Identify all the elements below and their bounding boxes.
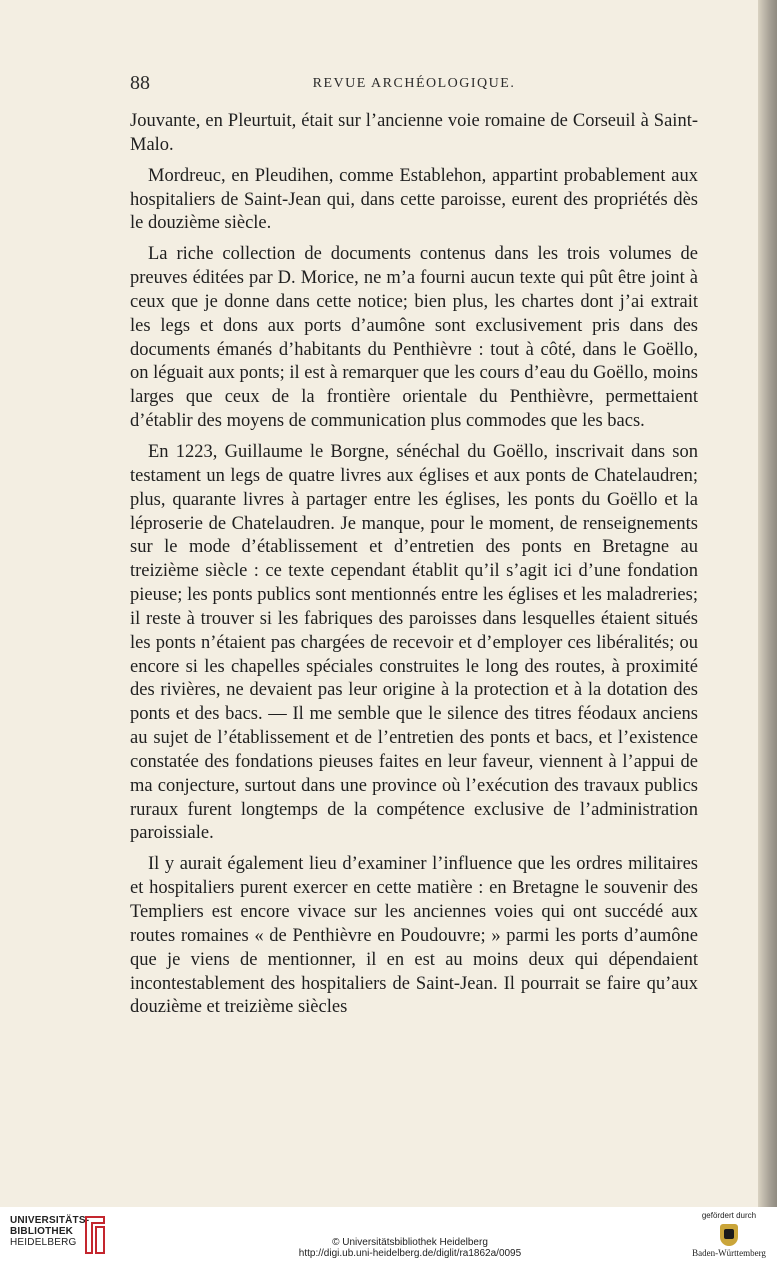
page-number: 88 xyxy=(130,72,150,94)
state-coat-of-arms-icon xyxy=(720,1224,738,1246)
page-edge-shadow xyxy=(758,0,777,1207)
copyright-text: © Universitätsbibliothek Heidelberg xyxy=(332,1237,488,1248)
paragraph-4: En 1223, Guillaume le Borgne, sénéchal du Goëllo, inscrivait dans son testament un legs de quatre livres aux églises et aux ponts de Chatelaudren; plus, quarante livres à partager entre les églises, les ponts du Goëllo et la léproserie de Chatelaudren. Je manque, pour le moment, de renseignements sur le mode d’établissement et d’entretien des ponts en Bretagne au treizième siècle : ce texte cependant établit qu’il s’agit ici d’une fondation pieuse; les ponts publics sont mentionnés entre les églises et les maladreries; il reste à trouver si les fabriques des paroisses dans lesquelles étaient situés les ponts n’étaient pas chargées de recevoir et d’employer ces libéralités; ou encore si les chapelles spéciales construites le long des routes, à proximité des rivières, ne devaient pas leur origine à la protection et à la dotation des ponts et des bacs. — Il me semble que le silence des titres féodaux anciens au sujet de l’établissement et de l’entretien des ponts et bacs, et l’existence constatée des fondations pieuses faites en leur faveur, viennent à l’appui de ma conjecture, surtout dans une province où l’exécution des travaux publics ruraux furent longtemps de la compétence exclusive de l’administration paroissiale. xyxy=(130,441,698,844)
running-head xyxy=(130,72,698,96)
paragraph-2: Mordreuc, en Pleudihen, comme Establehon, appartint probablement aux hospitaliers de Saint-Jean qui, dans cette paroisse, eurent des propriétés dès le douzième siècle. xyxy=(130,165,698,234)
journal-title: REVUE ARCHÉOLOGIQUE. xyxy=(312,76,516,91)
sponsor-name: Baden-Württemberg xyxy=(692,1248,766,1258)
permalink-url[interactable]: http://digi.ub.uni-heidelberg.de/diglit/ra1862a/0095 xyxy=(298,1248,522,1259)
library-name-line3: HEIDELBERG xyxy=(10,1237,77,1248)
library-mark-icon xyxy=(82,1213,108,1257)
copyright-notice xyxy=(250,1237,570,1259)
article-body xyxy=(130,110,698,1027)
library-logo[interactable] xyxy=(10,1215,89,1248)
sponsor-label: gefördert durch xyxy=(701,1211,757,1220)
sponsor-block xyxy=(689,1211,769,1258)
library-name-line2: BIBLIOTHEK xyxy=(10,1226,74,1237)
library-name-line1: UNIVERSITÄTS- xyxy=(10,1215,90,1226)
footer-bar xyxy=(0,1207,777,1263)
paragraph-1: Jouvante, en Pleurtuit, était sur l’ancienne voie romaine de Corseuil à Saint-Malo. xyxy=(130,111,698,155)
paragraph-5: Il y aurait également lieu d’examiner l’influence que les ordres militaires et hospitaliers purent exercer en cette matière : en Bretagne le souvenir des Templiers est encore vivace sur les anciennes voies qui ont succédé aux routes romaines « de Penthièvre en Poudouvre; » parmi les ports d’aumône que je viens de mentionner, il en est au moins deux qui dépendaient incontestablement des hospitaliers de Saint-Jean. Il pourrait se faire qu’aux douzième et treizième siècles xyxy=(130,854,698,1018)
paragraph-3: La riche collection de documents contenus dans les trois volumes de preuves éditées par D. Morice, ne m’a fourni aucun texte qui pût être joint à ceux que je donne dans cette notice; bien plus, les chartes dont j’ai extrait les legs et dons aux ports d’aumône sont exclusivement pris dans des documents émanés d’habitants du Penthièvre : tout à côté, dans le Goëllo, on léguait aux ponts; il est à remarquer que les cours d’eau du Goëllo, moins larges que ceux de la frontière orientale du Penthièvre, permettaient d’établir des moyens de communication plus commodes que les bacs. xyxy=(130,244,698,432)
